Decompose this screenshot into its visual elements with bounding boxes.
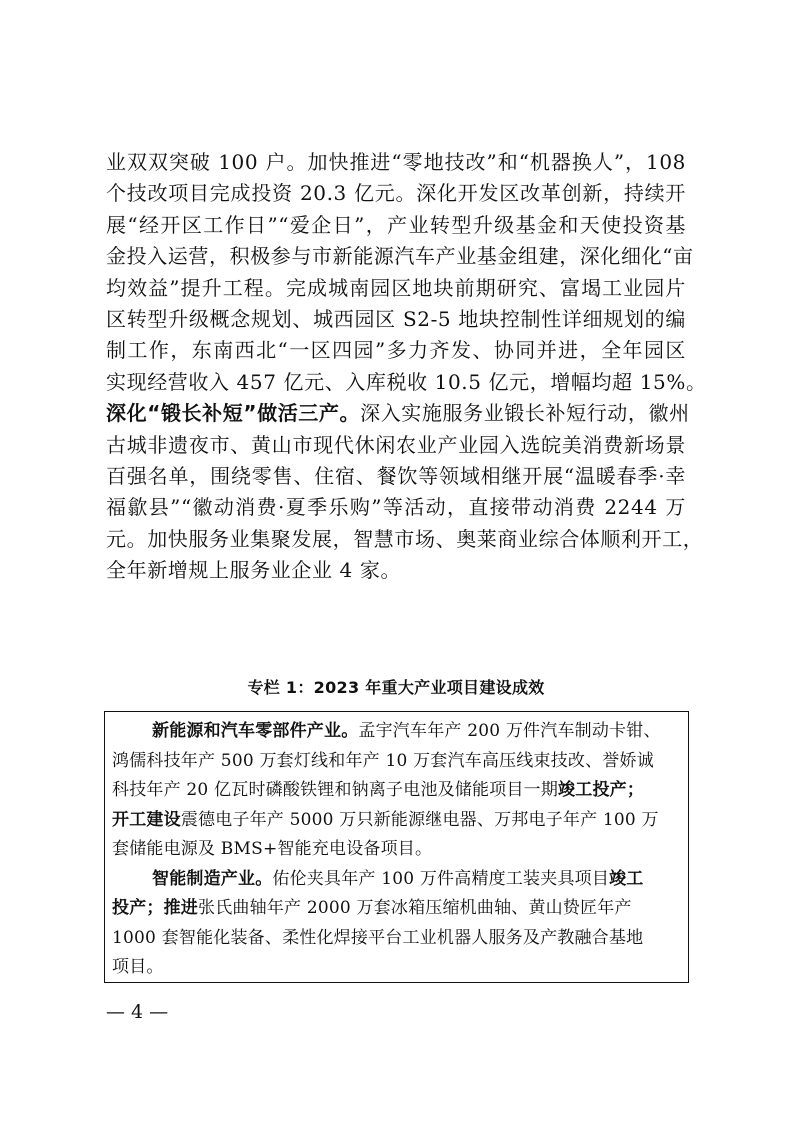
text-line: 金投入运营，积极参与市新能源汽车产业基金组建，深化细化“亩 — [106, 244, 694, 269]
status-text: 推进 — [163, 898, 199, 918]
status-text: 竣工 — [609, 868, 644, 889]
text-run: 科技年产 20 亿瓦时磷酸铁锂和钠离子电池及储能项目一期 — [112, 780, 559, 800]
text-line: 区转型升级概念规划、城西园区 S2-5 地块控制性详细规划的编 — [106, 306, 686, 331]
text-line: 1000 套智能化装备、柔性化焊接平台工业机器人服务及产教融合基地 — [112, 927, 644, 948]
page-number: — 4 — — [106, 1001, 169, 1023]
info-box-text — [112, 717, 682, 983]
text-line: 个技改项目完成投资 20.3 亿元。深化开发区改革创新，持续开 — [106, 181, 686, 206]
text-line: 百强名单，围绕零售、住宿、餐饮等领域相继开展“温暖春季·幸 — [106, 463, 686, 488]
text-run: 深入实施服务业锻长补短行动，徽州 — [360, 401, 690, 426]
text-line: 鸿儒科技年产 500 万套灯线和年产 10 万套汽车高压线束技改、誉娇诚 — [112, 750, 654, 771]
status-text: 竣工投产； — [558, 780, 645, 800]
status-text: 投产； — [112, 898, 164, 918]
text-line: 元。加快服务业集聚发展，智慧市场、奥莱商业综合体顺利开工， — [106, 526, 704, 551]
text-line: 实现经营收入 457 亿元、入库税收 10.5 亿元，增幅均超 15%。 — [106, 369, 707, 394]
text-run: 孟宇汽车年产 200 万件汽车制动卡钳、 — [358, 721, 661, 741]
industry-heading: 新能源和汽车零部件产业。 — [152, 721, 359, 741]
text-line: 均效益”提升工程。完成城南园区地块前期研究、富堨工业园片 — [106, 275, 686, 300]
text-line: 福歙县”“徽动消费·夏季乐购”等活动，直接带动消费 2244 万 — [106, 495, 686, 520]
text-line — [106, 398, 690, 429]
text-line — [112, 806, 682, 836]
text-line: 制工作，东南西北“一区四园”多力齐发、协同并进，全年园区 — [106, 338, 686, 363]
box-caption: 专栏 1：2023 年重大产业项目建设成效 — [247, 678, 545, 697]
text-line: 业双双突破 100 户。加快推进“零地技改”和“机器换人”，108 — [106, 150, 686, 174]
text-line — [112, 717, 682, 747]
industry-heading: 智能制造产业。 — [152, 868, 273, 889]
status-text: 开工建设 — [112, 809, 181, 830]
body-text — [106, 147, 707, 586]
text-line: 项目。 — [112, 957, 164, 977]
text-line: 展“经开区工作日”“爱企日”，产业转型升级基金和天使投资基 — [106, 212, 686, 237]
text-line — [112, 776, 682, 806]
text-line — [112, 865, 682, 895]
text-line: 全年新增规上服务业企业 4 家。 — [106, 558, 402, 583]
text-run: 张氏曲轴年产 2000 万套冰箱压缩机曲轴、黄山贽匠年产 — [198, 898, 632, 918]
text-run: 震德电子年产 5000 万只新能源继电器、万邦电子年产 100 万 — [180, 809, 659, 830]
text-line — [112, 894, 682, 924]
section-heading: 深化“锻长补短”做活三产。 — [106, 401, 361, 426]
text-run: 佑伦夹具年产 100 万件高精度工装夹具项目 — [272, 868, 610, 889]
text-line: 套储能电源及 BMS+智能充电设备项目。 — [112, 839, 433, 859]
text-line: 古城非遗夜市、黄山市现代休闲农业产业园入选皖美消费新场景 — [106, 432, 686, 457]
